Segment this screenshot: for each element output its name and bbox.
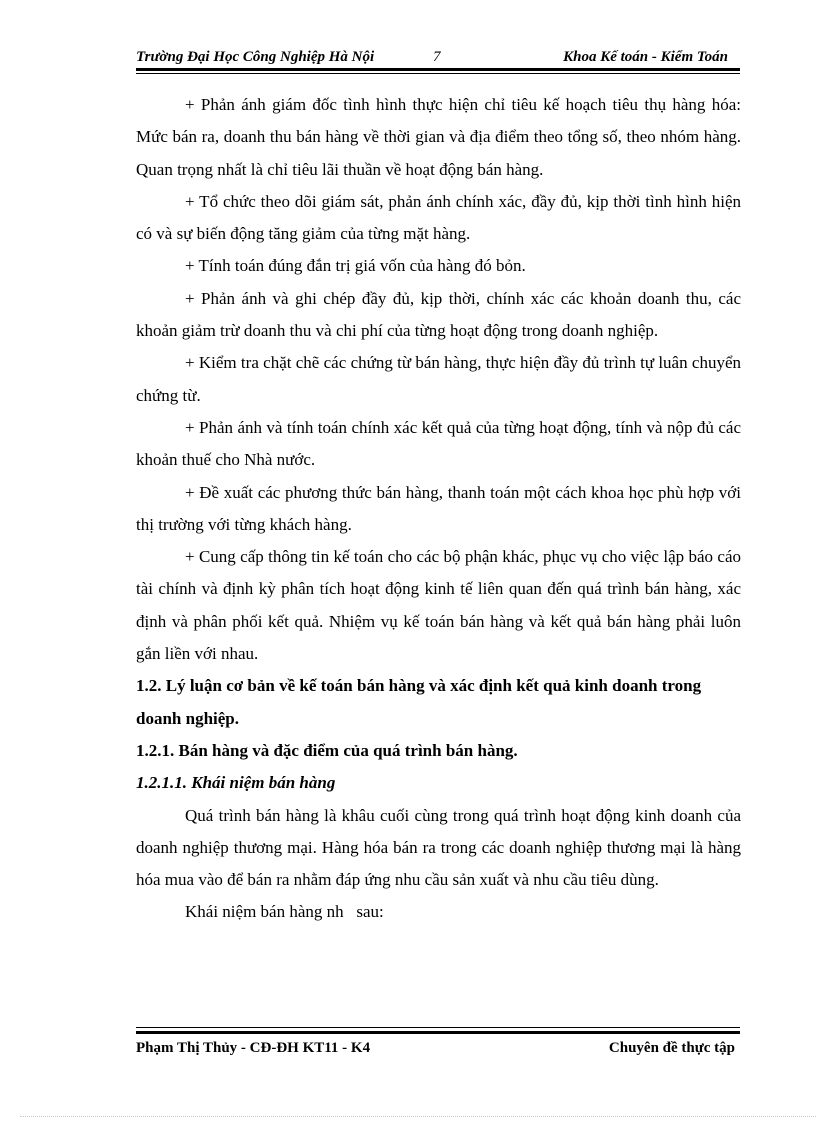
subsection-heading: 1.2.1. Bán hàng và đặc điểm của quá trình bán hàng. [136, 740, 518, 760]
header-rule-thin [136, 73, 740, 74]
footer-rule-thick [136, 1031, 740, 1034]
section-heading: 1.2. Lý luận cơ bản về kế toán bán hàng và xác định kết quả kinh doanh trong doanh nghiệp. [136, 676, 702, 728]
paragraph-9: Quá trình bán hàng là khâu cuối cùng trong quá trình hoạt động kinh doanh của doanh nghiệp thương mại. Hàng hóa bán ra trong các doanh nghiệp thương mại là hàng hóa mua vào để bán ra nhằm đáp ứng nhu cầu sản xuất và nhu cầu tiêu dùng. [136, 805, 741, 890]
header-rule-thick [136, 68, 740, 71]
page-footer [136, 1040, 740, 1062]
paragraph-7: + Đề xuất các phương thức bán hàng, thanh toán một cách khoa học phù hợp với thị trường với từng khách hàng. [136, 482, 741, 534]
paragraph-10: Khái niệm bán hàng nh sau: [185, 902, 384, 922]
paragraph-6: + Phản ánh và tính toán chính xác kết quả của từng hoạt động, tính và nộp đủ các khoản thuế cho Nhà nước. [136, 417, 741, 470]
paragraph-8: + Cung cấp thông tin kế toán cho các bộ phận khác, phục vụ cho việc lập báo cáo tài chính và định kỳ phân tích hoạt động kinh tế liên quan đến quá trình bán hàng, xác định và phân phối kết quả. Nhiệm vụ kế toán bán hàng và kết quả bán hàng phải luôn gắn liền với nhau. [136, 547, 741, 664]
subsubsection-heading: 1.2.1.1. Khái niệm bán hàng [136, 773, 336, 793]
paragraph-4: + Phản ánh và ghi chép đầy đủ, kịp thời, chính xác các khoản doanh thu, các khoản giảm trừ doanh thu và chi phí của từng hoạt động trong doanh nghiệp. [136, 288, 741, 341]
footer-author: Phạm Thị Thủy - CĐ-ĐH KT11 - K4 [136, 1040, 371, 1056]
bottom-dotted-line [20, 1116, 816, 1117]
header-faculty: Khoa Kế toán - Kiểm Toán [563, 49, 728, 65]
paragraph-1: + Phản ánh giám đốc tình hình thực hiện chỉ tiêu kế hoạch tiêu thụ hàng hóa: Mức bán ra, doanh thu bán hàng về thời gian và địa điểm theo tổng số, theo nhóm hàng. Quan trọng nhất là chỉ tiêu lãi thuần về hoạt động bán hàng. [136, 95, 741, 179]
header-page-number: 7 [433, 49, 441, 65]
header-school: Trường Đại Học Công Nghiệp Hà Nội [136, 49, 375, 65]
paragraph-2: + Tổ chức theo dõi giám sát, phản ánh chính xác, đầy đủ, kịp thời tình hình hiện có và sự biến động tăng giảm của từng mặt hàng. [136, 191, 741, 244]
footer-doc-type: Chuyên đề thực tập [608, 1040, 735, 1056]
paragraph-5: + Kiểm tra chặt chẽ các chứng từ bán hàng, thực hiện đầy đủ trình tự luân chuyển chứng từ. [136, 353, 741, 405]
paragraph-3: + Tính toán đúng đắn trị giá vốn của hàng đó bỏn. [185, 256, 526, 276]
body-text [136, 89, 741, 929]
footer-rule-thin [136, 1027, 740, 1028]
page-header [136, 47, 740, 69]
